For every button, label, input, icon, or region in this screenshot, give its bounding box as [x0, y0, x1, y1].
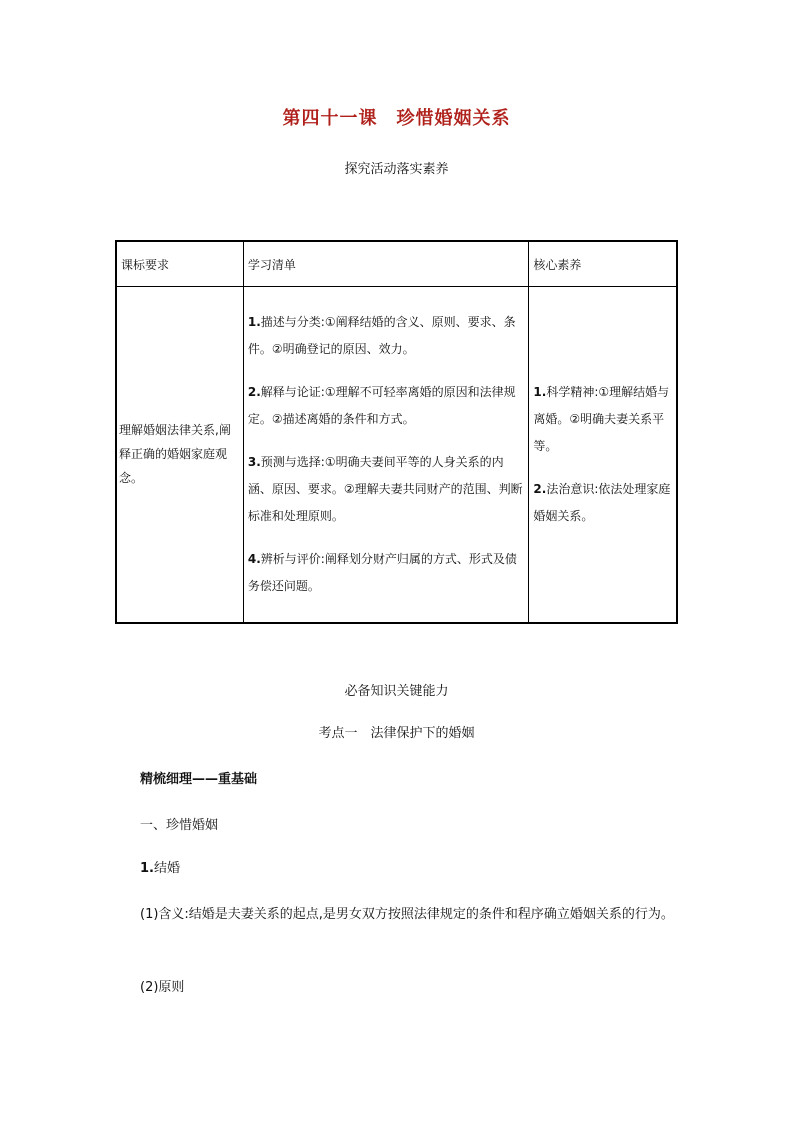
header-learning-list: 学习清单: [243, 241, 529, 287]
meaning-paragraph: (1)含义:结婚是夫妻关系的起点,是男女双方按照法律规定的条件和程序确立婚姻关系的行为。: [140, 907, 674, 922]
list-item: 1.描述与分类:①阐释结婚的含义、原则、要求、条件。②明确登记的原因、效力。: [247, 314, 516, 356]
principle-heading: (2)原则: [140, 980, 185, 995]
page-title: 第四十一课 珍惜婚姻关系: [282, 108, 511, 129]
list-item: 3.预测与选择:①明确夫妻间平等的人身关系的内涵、原因、要求。②理解夫妻共同财产的范围、判断标准和处理原则。: [247, 454, 523, 523]
page-subtitle: 探究活动落实素养: [344, 162, 449, 177]
list-item: 4.辨析与评价:阐释划分财产归属的方式、形式及债务偿还问题。: [247, 551, 517, 593]
header-requirement: 课标要求: [116, 241, 243, 287]
requirement-cell: 理解婚姻法律关系,阐释正确的婚姻家庭观念。: [116, 287, 243, 623]
section-heading: 必备知识关键能力: [344, 684, 449, 699]
core-literacy-cell: [529, 287, 677, 623]
list-item: 2.解释与论证:①理解不可轻率离婚的原因和法律规定。②描述离婚的条件和方式。: [247, 384, 516, 426]
part-one-heading: 一、珍惜婚姻: [140, 818, 219, 833]
core-item: 2.法治意识:依法处理家庭婚姻关系。: [533, 481, 671, 523]
table-header-row: [116, 241, 677, 287]
learning-plan-table: [115, 240, 678, 624]
item-marriage: 1.结婚: [140, 861, 180, 876]
topic-heading: 考点一 法律保护下的婚姻: [318, 726, 475, 741]
table-content-row: [116, 287, 677, 623]
header-core-literacy: 核心素养: [529, 241, 677, 287]
basics-heading: 精梳细理——重基础: [140, 772, 258, 787]
core-item: 1.科学精神:①理解结婚与离婚。②明确夫妻关系平等。: [533, 384, 670, 453]
learning-list-cell: [243, 287, 529, 623]
